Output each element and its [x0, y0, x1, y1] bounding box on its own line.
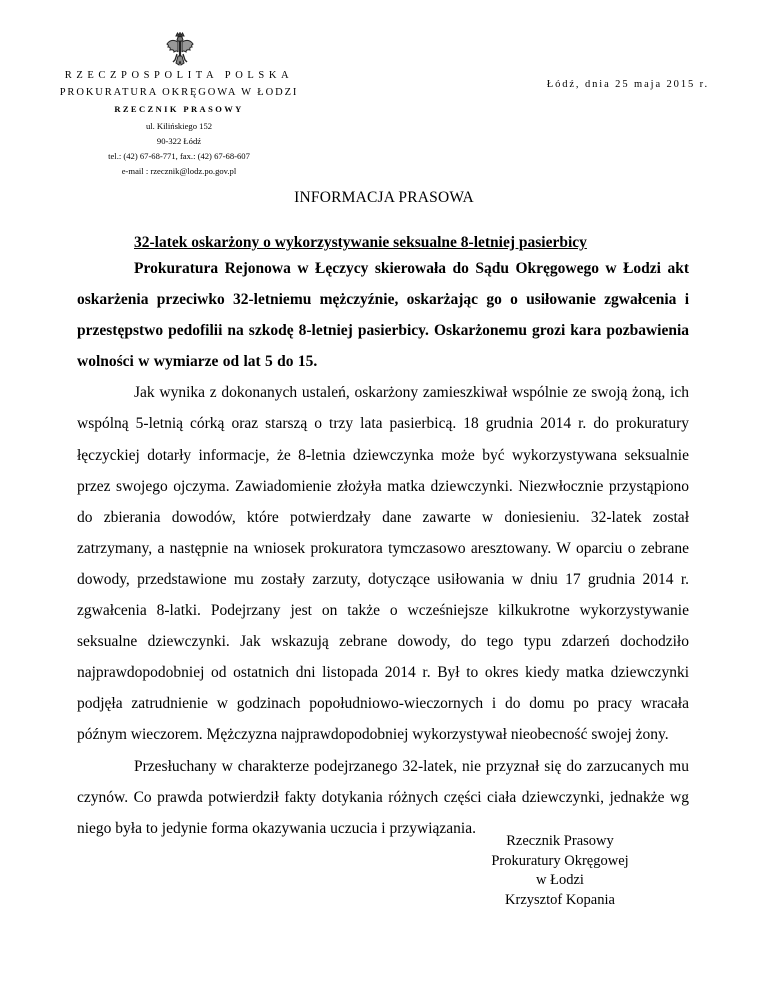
header-street: ul. Kilińskiego 152 [145, 121, 213, 131]
signature-role: Rzecznik Prasowy [506, 833, 614, 849]
header-department: RZECZNIK PRASOWY [114, 104, 244, 114]
header-country: RZECZPOSPOLITA POLSKA [64, 70, 294, 81]
document-body [77, 253, 689, 844]
document-headline: 32-latek oskarżony o wykorzystywanie seksualne 8-letniej pasierbicy [134, 234, 587, 251]
signature-block [460, 832, 660, 910]
document-date: Łódź, dnia 25 maja 2015 r. [546, 79, 709, 90]
signature-office: Prokuratury Okręgowej [491, 852, 629, 869]
header-office: PROKURATURA OKRĘGOWA W ŁODZI [59, 87, 299, 98]
header-phone-fax: tel.: (42) 67-68-771, fax.: (42) 67-68-607 [108, 151, 250, 161]
polish-white-eagle-emblem-icon [165, 32, 195, 66]
signature-city: w Łodzi [536, 872, 584, 888]
facts-paragraph: Jak wynika z dokonanych ustaleń, oskarżony zamieszkiwał wspólnie ze swoją żoną, ich wspólną 5-letnią córką oraz starszą o trzy lata pasierbicą. 18 grudnia 2014 r. do prokuratury łęczyckiej dotarły informacje, że 8-letnia dziewczynka może być wykorzystywana seksualnie przez swojego ojczyma. Zawiadomienie złożyła matka dziewczynki. Niezwłocznie przystąpiono do zbierania dowodów, które potwierdzały dane zawarte w doniesieniu. 32-latek został zatrzymany, a następnie na wniosek prokuratora tymczasowo aresztowany. W oparciu o zebrane dowody, przedstawione mu zostały zarzuty, dotyczące usiłowania w dniu 17 grudnia 2014 r. zgwałcenia 8-latki. Podejrzany jest on także o wcześniejsze kilkukrotne wykorzystywanie seksualne dziewczynki. Jak wskazują zebrane dowody, do tego typu zdarzeń dochodziło najprawdopodobniej od ostatnich dni listopada 2014 r. Był to okres kiedy matka dziewczynki podjęła zatrudnienie w godzinach popołudniowo-wieczornych i do domu po pracy wracała późnym wieczorem. Mężczyzna najprawdopodobniej wykorzystywał nieobecność swojej żony. [77, 384, 689, 744]
lead-paragraph: Prokuratura Rejonowa w Łęczycy skierowała do Sądu Okręgowego w Łodzi akt oskarżenia przeciwko 32-letniemu mężczyźnie, oskarżając go o usiłowanie zgwałcenia i przestępstwo pedofilii na szkodę 8-letniej pasierbicy. Oskarżonemu grozi kara pozbawienia wolności w wymiarze od lat 5 do 15. [77, 260, 689, 371]
header-postal-city: 90-322 Łódź [156, 136, 202, 146]
interrogation-paragraph: Przesłuchany w charakterze podejrzanego 32-latek, nie przyznał się do zarzucanych mu czynów. Co prawda potwierdził fakty dotykania różnych części ciała dziewczynki, jednakże wg niego była to jedynie forma okazywania uczucia i przywiązania. [77, 757, 689, 837]
document-title: INFORMACJA PRASOWA [294, 189, 474, 206]
header-email: e-mail : rzecznik@lodz.po.gov.pl [121, 166, 237, 176]
signature-name: Krzysztof Kopania [505, 891, 615, 908]
